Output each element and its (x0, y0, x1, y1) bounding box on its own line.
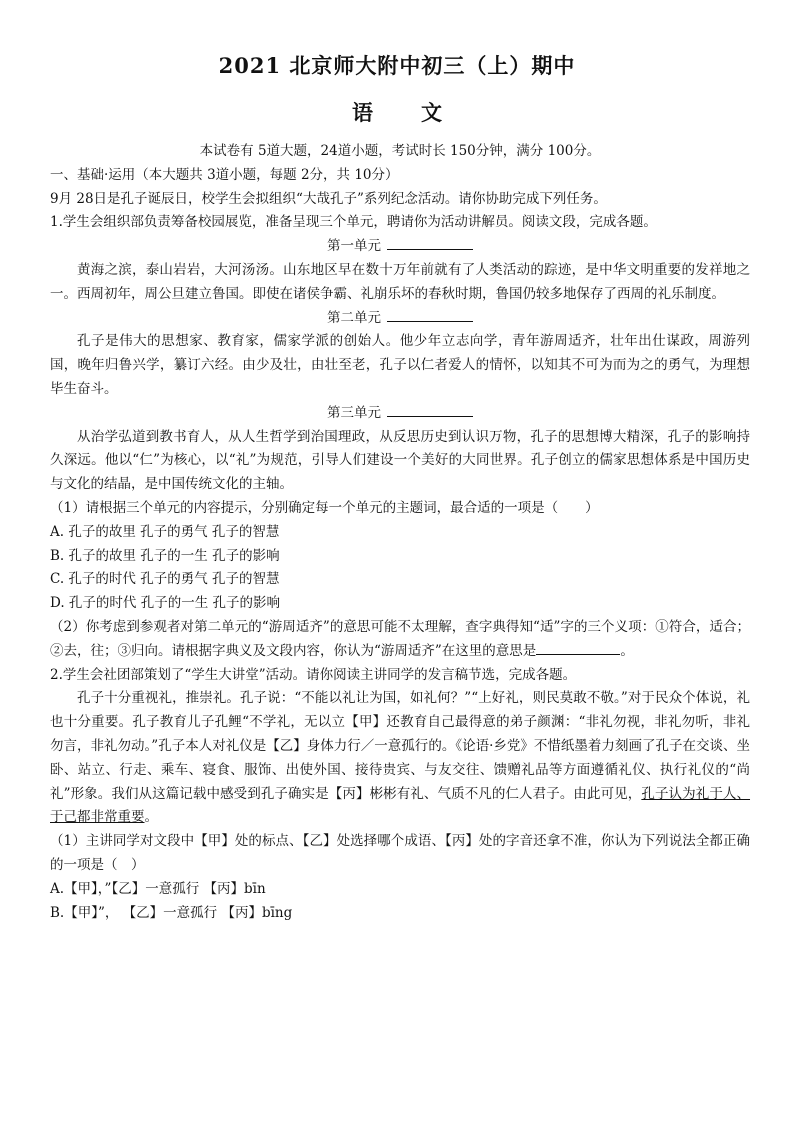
q1-option-a: A. 孔子的故里 孔子的勇气 孔子的智慧 (50, 523, 280, 540)
q2-passage (50, 687, 750, 830)
q1-sub1-stem: （1）请根据三个单元的内容提示，分别确定每一个单元的主题词，最合适的一项是（ ） (50, 499, 599, 516)
unit3-label: 第三单元 (327, 404, 381, 421)
unit2-label-line (50, 307, 750, 331)
unit1-label: 第一单元 (327, 238, 381, 255)
section1-heading: 一、基础·运用（本大题共 3道小题，每题 2分，共 10分） (50, 166, 399, 183)
unit1-text: 黄海之滨，泰山岩岩，大河汤汤。山东地区早在数十万年前就有了人类活动的踪迹，是中华文明重要的发祥地之一。西周初年，周公旦建立鲁国。即使在诸侯争霸、礼崩乐坏的春秋时期，鲁国仍较多地保存了西周的礼乐制度。 (50, 261, 750, 302)
q2-passage-text: 孔子十分重视礼，推崇礼。孔子说：“不能以礼让为国，如礼何？”“上好礼，则民莫敢不敬。”对于民众个体说，礼也十分重要。孔子教育儿子孔鲤“不学礼，无以立【甲】还教育自己最得意的弟子颜渊：“非礼勿视，非礼勿听，非礼勿言，非礼勿动。”孔子本人对礼仪是【乙】身体力行／一意孤行的。《论语·乡党》不惜纸墨着力刻画了孔子在交谈、坐卧、站立、行走、乘车、寝食、服饰、出使外国、接待贵宾、与友交往、馈赠礼品等方面遵循礼仪、执行礼仪的“尚礼”形象。我们从这篇记载中感受到孔子确实是【丙】彬彬有礼、气质不凡的仁人君子。由此可见， (50, 690, 750, 802)
unit1-answer-blank (387, 235, 473, 250)
unit2-label: 第二单元 (327, 309, 381, 326)
q2-sub1-stem: （1）主讲同学对文段中【甲】处的标点、【乙】处选择哪个成语、【丙】处的字音还拿不准，你认为下列说法全都正确的一项是（ ） (50, 833, 750, 873)
section1-intro: 9月 28日是孔子诞辰日，校学生会拟组织“大哉孔子”系列纪念活动。请你协助完成下列任务。 (50, 190, 607, 207)
unit3-text: 从治学弘道到教书育人，从人生哲学到治国理政，从反思历史到认识万物，孔子的思想博大精深，孔子的影响持久深远。他以“仁”为核心，以“礼”为规范，引导人们建设一个美好的大同世界。孔子创立的儒家思想体系是中国历史与文化的结晶，是中国传统文化的主轴。 (50, 428, 750, 493)
q1-option-d: D. 孔子的时代 孔子的一生 孔子的影响 (50, 595, 281, 612)
subject-title: 语文 (352, 100, 490, 125)
q1-option-c: C. 孔子的时代 孔子的勇气 孔子的智慧 (50, 571, 280, 588)
exam-notice: 本试卷有 5道大题，24道小题，考试时长 150分钟，满分 100分。 (199, 143, 601, 159)
q1-stem: 1.学生会组织部负责筹备校园展览，准备呈现三个单元，聘请你为活动讲解员。阅读文段，完成各题。 (50, 214, 657, 231)
q2-stem: 2.学生会社团部策划了“学生大讲堂”活动。请你阅读主讲同学的发言稿节选，完成各题。 (50, 666, 577, 683)
q1-sub2-answer-blank (536, 640, 620, 655)
q1-sub2-end: 。 (620, 642, 634, 659)
exam-content (50, 140, 750, 925)
q2-underlined-sentence: 孔子认为礼于人、于己都非常重要 (50, 785, 751, 826)
unit2-answer-blank (387, 307, 473, 322)
q2-option-b: B.【甲】”， 【乙】一意孤行 【丙】bīng (50, 904, 293, 921)
q2-option-a: A.【甲】，”【乙】一意孤行 【丙】bīn (50, 880, 266, 897)
q1-option-b: B. 孔子的故里 孔子的一生 孔子的影响 (50, 547, 280, 564)
unit3-label-line (50, 402, 750, 426)
q2-passage-end: 。 (144, 809, 158, 826)
unit1-label-line (50, 235, 750, 259)
unit2-text: 孔子是伟大的思想家、教育家，儒家学派的创始人。他少年立志向学，青年游周适齐，壮年出仕谋政，周游列国，晚年归鲁兴学，纂订六经。由少及壮，由壮至老，孔子以仁者爱人的情怀，以知其不可为而为之的勇气，为理想毕生奋斗。 (50, 333, 750, 397)
q1-sub2-text: （2）你考虑到参观者对第二单元的“游周适齐”的意思可能不太理解，查字典得知“适”字的三个义项：①符合，适合；②去，往；③归向。请根据字典义及文段内容，你认为“游周适齐”在这里的意思是 (50, 618, 750, 659)
exam-title: 2021 北京师大附中初三（上）期中 (218, 53, 576, 78)
unit3-answer-blank (387, 402, 473, 417)
q1-sub2 (50, 616, 750, 664)
